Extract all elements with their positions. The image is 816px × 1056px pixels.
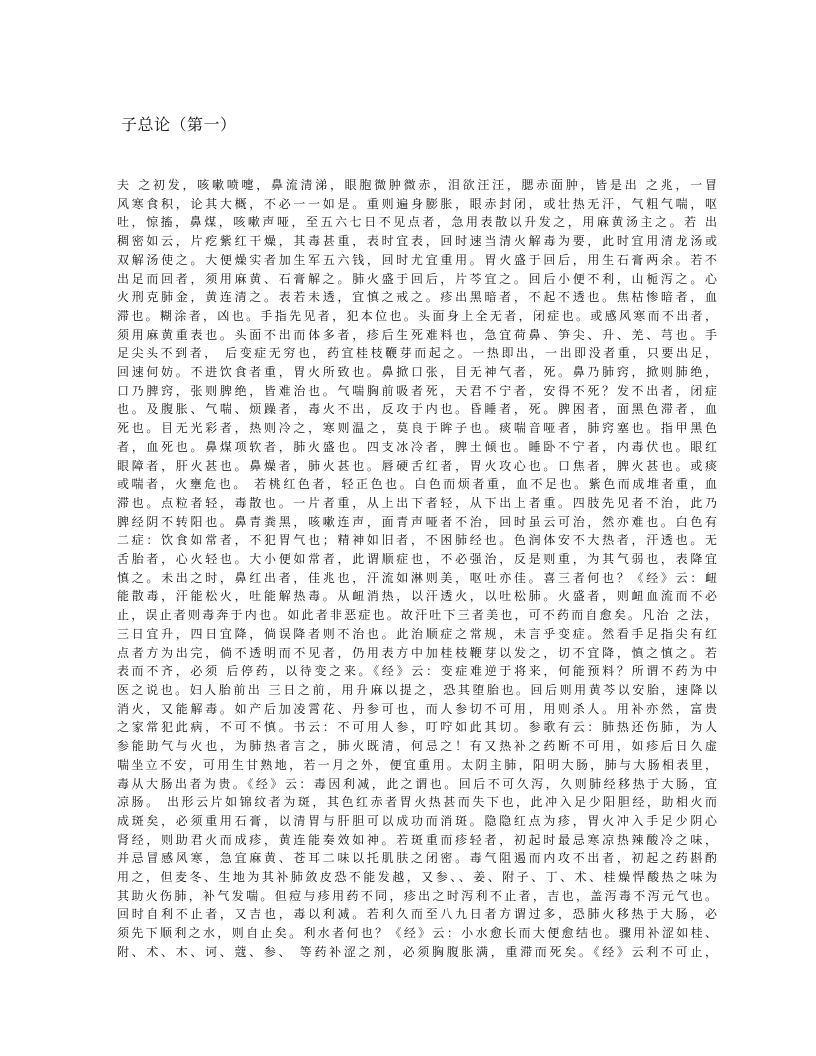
text-line: 死也。目无光彩者，热则冷之，寒则温之，莫良于眸子也。痰喘音哑者，肺窍塞也。指甲黑色: [117, 421, 717, 436]
text-line: 其助火伤肺，补气发喘。但痘与疹用药不同，疹出之时泻利不止者，吉也，盖泻毒不泻元气也。: [117, 888, 717, 903]
text-line: 医之说也。妇人胎前出 三日之前，用升麻以提之，恐其堕胎也。回后则用黄芩以安胎，速降以: [117, 682, 717, 697]
text-line: 并忌冒感风寒，急宜麻黄、苍耳二味以托肌肤之闭密。毒气阻遏而内攻不出者，初起之药斟酌: [117, 851, 717, 866]
text-line: 消火，又能解毒。如产后加凌霄花、丹参可也，而人参切不可用，用则杀人。用补亦然，富贵: [117, 701, 717, 716]
text-line: 滞也。点粒者轻，毒散也。一片者重，从上出下者轻，从下出上者重。四肢先见者不治，此乃: [117, 495, 717, 510]
text-line: 表而不齐，必须 后停药，以待变之来。《经》云：变症难逆于将来，何能预料？所谓不药为中: [117, 664, 717, 679]
text-line: 之家常犯此病，不可不慎。书云：不可用人参，叮咛如此其切。参歌有云：肺热还伤肺，为人: [117, 720, 717, 735]
text-line: 也。及腹胀、气喘、烦躁者，毒火不出，反攻于内也。昏睡者，死。脾困者，面黑色滞者，血: [117, 402, 717, 417]
text-line: 出足而回者，须用麻黄、石膏解之。肺火盛于回后，片芩宜之。回后小便不利，山栀泻之。心: [117, 271, 717, 286]
text-line: 滞也。糊涂者，凶也。手指先见者，犯本位也。头面身上全无者，闭症也。或感风寒而不出者，: [117, 308, 717, 323]
text-line: 毒从大肠出者为贵。《经》云：毒因利减，此之谓也。回后不可久泻，久则肺经移热于大肠，宜: [117, 776, 717, 791]
text-line: 回速何妨。不进饮食者重，胃火所致也。鼻掀口张，目无神气者，死。鼻乃肺窍，掀则肺绝，: [117, 365, 717, 380]
text-line: 口乃脾窍，张则脾绝，皆难治也。气喘胸前吸者死，天君不宁者，安得不死？发不出者，闭症: [117, 383, 717, 398]
text-line: 止，误止者则毒奔于内也。如此者非恶症也。故汗吐下三者美也，可不药而自愈矣。凡治 之法，: [117, 608, 717, 623]
text-line: 能散毒，汗能松火，吐能解热毒。从衄消热，以汗透火，以吐松肺。火盛者，则衄血流而不必: [117, 589, 717, 604]
text-line: 夫 之初发，咳嗽喷嚏，鼻流清涕，眼胞微肿微赤，泪欲汪汪，腮赤面肿，皆是出 之兆，一冒: [117, 178, 717, 192]
text-line: 足尖头不到者， 后变症无穷也，药宜桂枝鞭芽而起之。一热即出，一出即没者重，只要出足，: [117, 346, 717, 361]
page-heading: 子总论（第一）: [121, 115, 237, 134]
body-text: [117, 176, 717, 962]
text-line: 风寒食积，论其大概，不必一一如是。重则遍身膨胀，眼赤封闭，或壮热无汗，气粗气喘，呕: [117, 196, 717, 211]
text-line: 回时自利不止者，又吉也，毒以利减。若利久而至八九日者方谓过多，恐肺火移热于大肠，必: [117, 907, 717, 922]
text-line: 者，血死也。鼻煤项软者，肺火盛也。四支冰冷者，脾土倾也。睡卧不宁者，内毒伏也。眼红: [117, 439, 717, 454]
text-line: 参能助气与火也，为肺热者言之，肺火既清，何忌之！有又热补之药断不可用，如疹后日久虚: [117, 739, 717, 754]
text-line: 吐，惊搐，鼻煤，咳嗽声哑，至五六七日不见点者，急用表散以升发之，用麻黄汤主之。若 出: [117, 215, 717, 230]
text-line: 双解汤使之。大便燥实者加生军五六钱，回时尤宜重用。胃火盛于回后，用生石膏两余。若不: [117, 252, 717, 267]
text-line: 凉肠。 出形云片如锦纹者为斑，其色红赤者胃火热甚而失下也，此冲入足少阳胆经，助相火而: [117, 795, 717, 810]
text-line: 眼障者，肝火甚也。鼻燥者，肺火甚也。唇硬舌红者，胃火攻心也。口焦者，脾火甚也。或痰: [117, 458, 717, 473]
text-line: 火刑克肺金，黄连清之。表若未透，宜慎之戒之。疹出黑暗者，不起不透也。焦枯惨暗者，血: [117, 290, 717, 305]
text-line: 须用麻黄重表也。头面不出而体多者，疹后生死难料也，急宜荷鼻、笋尖、升、羌、芎也。手: [117, 327, 717, 342]
text-line: 三日宜升，四日宜降，倘误降者则不治也。此治顺症之常规，未言乎变症。然看手足指尖有红: [117, 626, 717, 641]
text-line: 舌胎者，心火轻也。大小便如常者，此谓顺症也，不必强治，反是则重，为其气弱也，表降宜: [117, 552, 717, 567]
text-line: 附、术、木、诃、蔻、参、 等药补涩之剂，必须胸腹胀满，重滞而死矣。《经》云利不可止，: [117, 944, 717, 959]
text-line: 慎之。未出之时，鼻红出者，佳兆也，汗流如淋则美，呕吐亦佳。喜三者何也？《经》云：衄: [117, 570, 717, 585]
text-line: 肾经，则助君火而成疹，黄连能奏效如神。若斑重而疹轻者，初起时最忌寒凉热辣酸冷之味，: [117, 832, 717, 847]
text-line: 点者方为出完，倘不透明而不见者，仍用表方中加桂枝鞭芽以发之，切不宜降，慎之慎之。若: [117, 645, 717, 660]
text-line: 用之，但麦冬、生地为其补肺敛皮恐不能发越，又参、、姜、附子、丁、术、桂燥悍酸热之味为: [117, 870, 717, 885]
text-line: 须先下顺利之水，则自止矣。利水者何也？《经》云：小水愈长而大便愈结也。骤用补涩如桂、: [117, 926, 717, 941]
text-line: 喘坐立不安，可用生甘熟地，若一月之外，便宜重用。太阴主肺，阳明大肠，肺与大肠相表里，: [117, 757, 717, 772]
text-line: 或喘者，火壅危也。 若桃红色者，轻正色也。白色而烦者重，血不足也。紫色而成堆者重，血: [117, 477, 717, 492]
text-line: 脾经阴不转阳也。鼻青粪黑，咳嗽连声，面青声哑者不治，回时虽云可治，然亦难也。白色有: [117, 514, 717, 529]
text-line: 二症：饮食如常者，不犯胃气也；精神如旧者，不困肺经也。色润体安不大热者，汗透也。无: [117, 533, 717, 548]
text-line: 成斑矣，必须重用石膏，以清胃与肝胆可以成功而消斑。隐隐红点为疹，胃火冲入手足少阴心: [117, 813, 717, 828]
text-line: 稠密如云，片疙紫红干燥，其毒甚重，表时宜表，回时速当清火解毒为要，此时宜用清龙汤或: [117, 234, 717, 249]
